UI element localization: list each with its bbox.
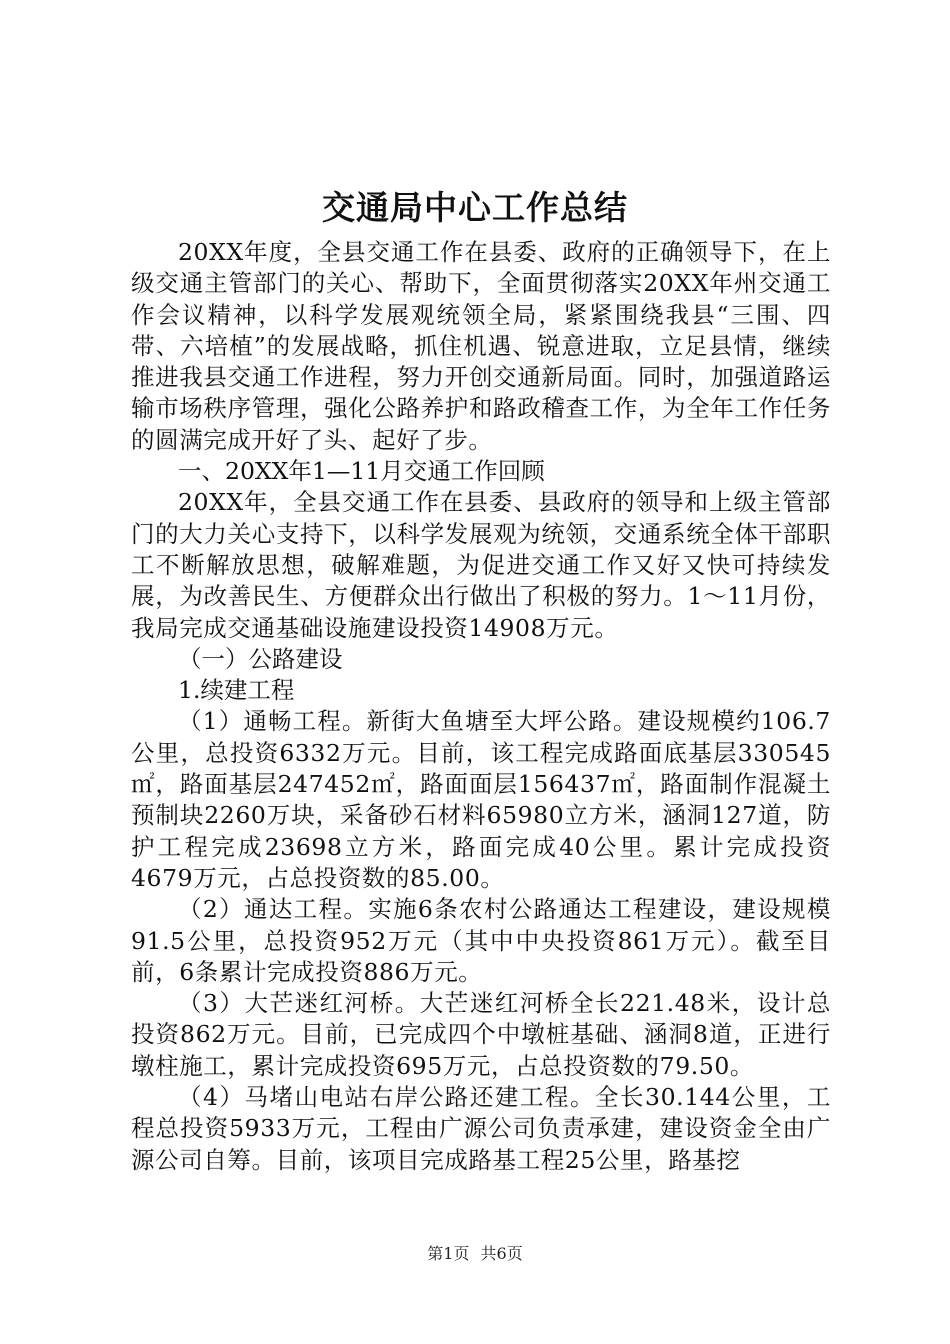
document-title: 交通局中心工作总结: [322, 188, 628, 227]
item-paragraph-1: （1）通畅工程。新街大鱼塘至大坪公路。建设规模约106.7公里，总投资6332万元。目前，该工程完成路面底基层330545㎡，路面基层247452㎡，路面面层156437㎡，路面制作混凝土预制块2260万块，采备砂石材料65980立方米，涵洞127道，防护工程完成23698立方米，路面完成40公里。累计完成投资4679万元，占总投资数的85.00。: [131, 707, 831, 892]
intro-paragraph: 20XX年度，全县交通工作在县委、政府的正确领导下，在上级交通主管部门的关心、帮助下，全面贯彻落实20XX年州交通工作会议精神，以科学发展观统领全局，紧紧围绕我县“三围、四带、六培植”的发展战略，抓住机遇、锐意进取，立足县情，继续推进我县交通工作进程，努力开创交通新局面。同时，加强道路运输市场秩序管理，强化公路养护和路政稽查工作，为全年工作任务的圆满完成开好了头、起好了步。: [131, 238, 831, 454]
item-paragraph-3: （3）大芒迷红河桥。大芒迷红河桥全长221.48米，设计总投资862万元。目前，已完成四个中墩桩基础、涵洞8道，正进行墩柱施工，累计完成投资695万元，占总投资数的79.50。: [131, 989, 831, 1080]
review-paragraph: 20XX年，全县交通工作在县委、县政府的领导和上级主管部门的大力关心支持下，以科学发展观为统领，交通系统全体干部职工不断解放思想，破解难题，为促进交通工作又好又快可持续发展，为改善民生、方便群众出行做出了积极的努力。1～11月份，我局完成交通基础设施建设投资14908万元。: [131, 488, 831, 642]
subsection-heading-continued-projects: 1.续建工程: [178, 676, 295, 705]
subsection-heading-road-construction: （一）公路建设: [178, 644, 343, 673]
page-number: 第1页: [427, 1244, 470, 1263]
item-paragraph-2: （2）通达工程。实施6条农村公路通达工程建设，建设规模91.5公里，总投资952万元（其中中央投资861万元）。截至目前，6条累计完成投资886万元。: [131, 895, 831, 986]
page-footer: [0, 1243, 950, 1265]
section-heading-review: 一、20XX年1—11月交通工作回顾: [178, 457, 545, 486]
page-total: 共6页: [480, 1244, 523, 1263]
document-body: [131, 237, 831, 1176]
item-paragraph-4: （4）马堵山电站右岸公路还建工程。全长30.144公里，工程总投资5933万元，工程由广源公司负责承建，建设资金全由广源公司自筹。目前，该项目完成路基工程25公里，路基挖: [131, 1083, 831, 1174]
